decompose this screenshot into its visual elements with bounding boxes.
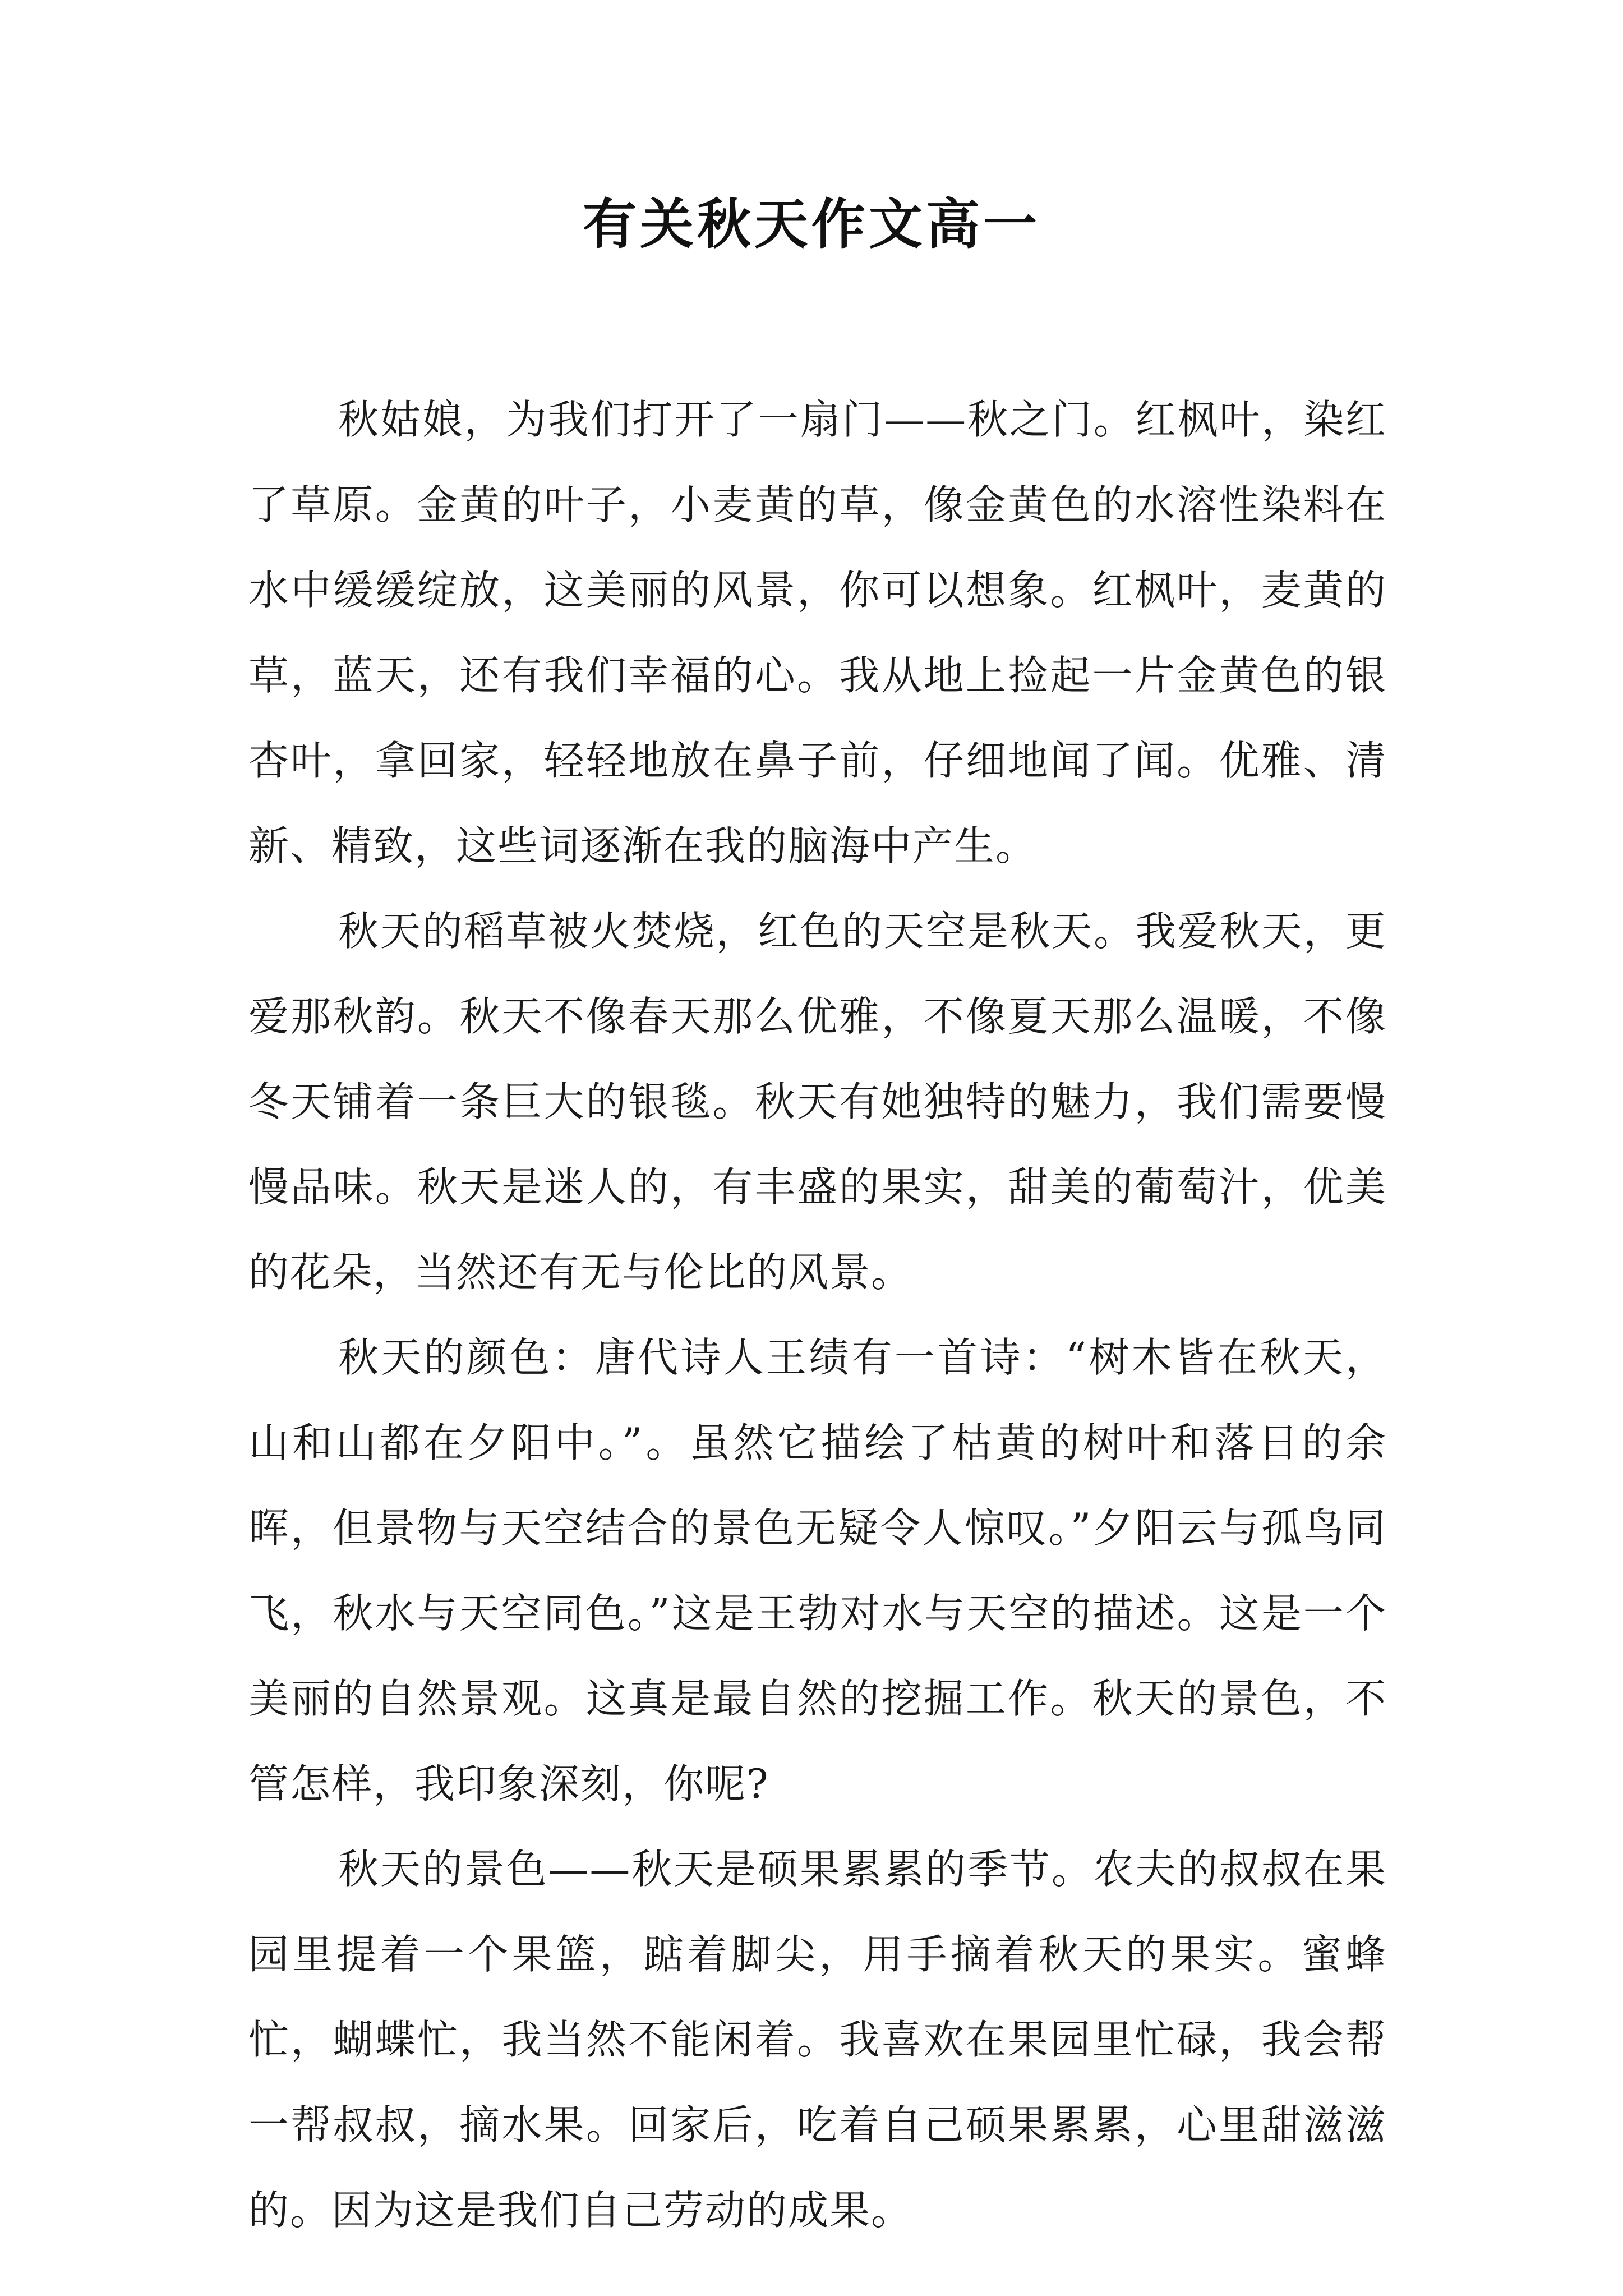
paragraph-3: 秋天的颜色：唐代诗人王绩有一首诗：“树木皆在秋天，山和山都在夕阳中。”。虽然它描绘了枯黄的树叶和落日的余晖，但景物与天空结合的景色无疑令人惊叹。”夕阳云与孤鸟同飞，秋水与天空同色。”这是王勃对水与天空的描述。这是一个美丽的自然景观。这真是最自然的挖掘工作。秋天的景色，不管怎样，我印象深刻，你呢? xyxy=(248,1334,1387,1807)
document-title: 有关秋天作文高一 xyxy=(583,192,1040,256)
paragraph-1: 秋姑娘，为我们打开了一扇门——秋之门。红枫叶，染红了草原。金黄的叶子，小麦黄的草，像金黄色的水溶性染料在水中缓缓绽放，这美丽的风景，你可以想象。红枫叶，麦黄的草，蓝天，还有我们幸福的心。我从地上捡起一片金黄色的银杏叶，拿回家，轻轻地放在鼻子前，仔细地闻了闻。优雅、清新、精致，这些词逐渐在我的脑海中产生。 xyxy=(248,396,1387,869)
paragraph-4: 秋天的景色——秋天是硕果累累的季节。农夫的叔叔在果园里提着一个果篮，踮着脚尖，用手摘着秋天的果实。蜜蜂忙，蝴蝶忙，我当然不能闲着。我喜欢在果园里忙碌，我会帮一帮叔叔，摘水果。回家后，吃着自己硕果累累，心里甜滋滋的。因为这是我们自己劳动的成果。 xyxy=(248,1846,1387,2234)
paragraph-2: 秋天的稻草被火焚烧，红色的天空是秋天。我爱秋天，更爱那秋韵。秋天不像春天那么优雅，不像夏天那么温暖，不像冬天铺着一条巨大的银毯。秋天有她独特的魅力，我们需要慢慢品味。秋天是迷人的，有丰盛的果实，甜美的葡萄汁，优美的花朵，当然还有无与伦比的风景。 xyxy=(248,908,1387,1296)
document-body xyxy=(248,377,1387,2253)
